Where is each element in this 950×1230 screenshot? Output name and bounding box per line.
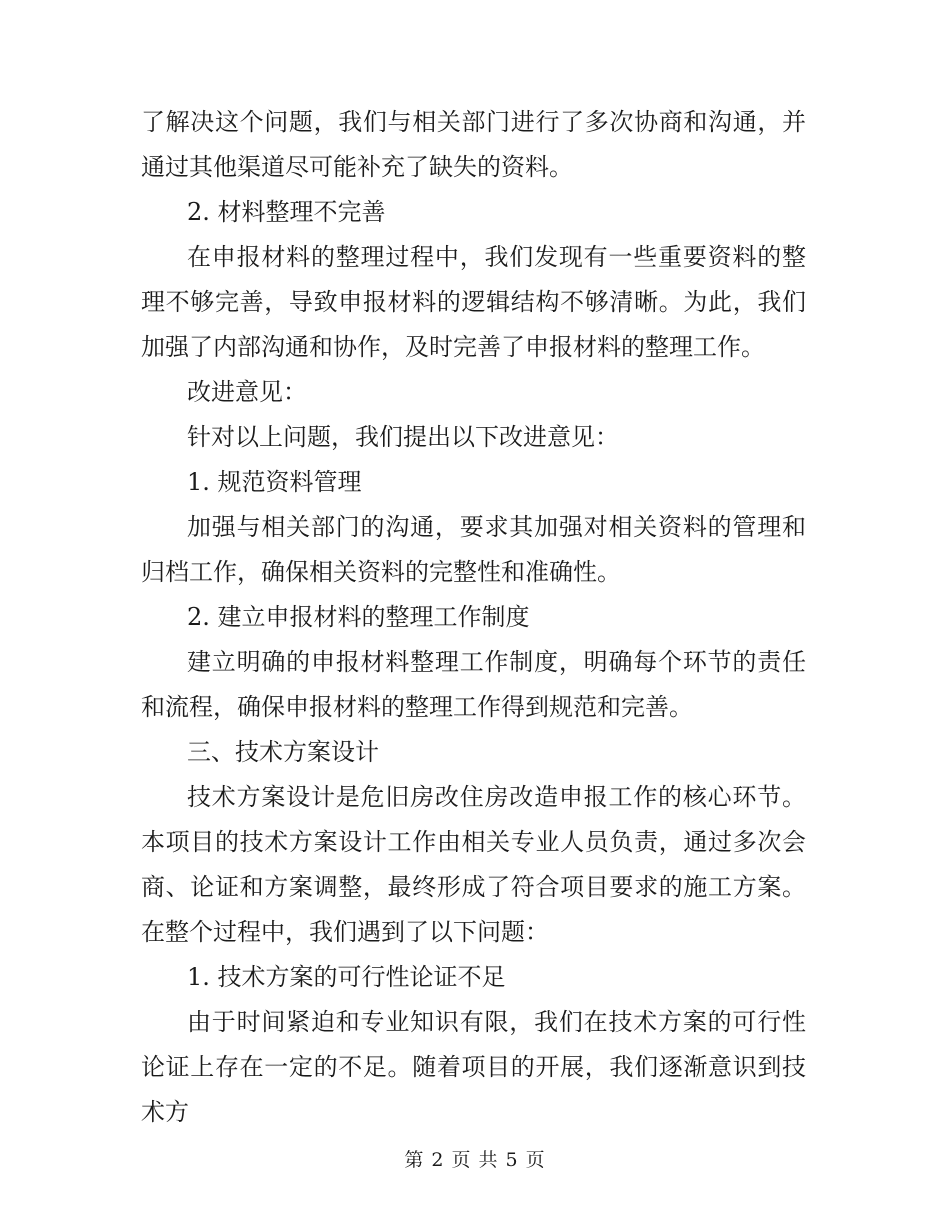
paragraph-feasibility: 由于时间紧迫和专业知识有限，我们在技术方案的可行性论证上存在一定的不足。随着项目的开展，我们逐渐意识到技术方 <box>141 1008 806 1126</box>
document-body <box>141 100 806 1135</box>
paragraph-technical-design: 技术方案设计是危旧房改住房改造申报工作的核心环节。本项目的技术方案设计工作由相关专业人员负责，通过多次会商、论证和方案调整，最终形成了符合项目要求的施工方案。在整个过程中，我们遇到了以下问题： <box>141 783 806 946</box>
heading-material-organization: 2. 材料整理不完善 <box>187 198 386 226</box>
heading-feasibility: 1. 技术方案的可行性论证不足 <box>187 963 506 991</box>
paragraph-material-organization: 在申报材料的整理过程中，我们发现有一些重要资料的整理不够完善，导致申报材料的逻辑结构不够清晰。为此，我们加强了内部沟通和协作，及时完善了申报材料的整理工作。 <box>141 243 806 361</box>
section-heading-technical-design: 三、技术方案设计 <box>187 738 379 766</box>
paragraph-1: 了解决这个问题，我们与相关部门进行了多次协商和沟通，并通过其他渠道尽可能补充了缺失的资料。 <box>141 108 806 181</box>
paragraph-organization-system: 建立明确的申报材料整理工作制度，明确每个环节的责任和流程，确保申报材料的整理工作得到规范和完善。 <box>141 648 806 721</box>
heading-standardize-data: 1. 规范资料管理 <box>187 468 362 496</box>
heading-improvement-suggestions: 改进意见： <box>187 378 307 406</box>
heading-organization-system: 2. 建立申报材料的整理工作制度 <box>187 603 530 631</box>
page-number-footer: 第 2 页 共 5 页 <box>404 1149 546 1171</box>
paragraph-improvement-intro: 针对以上问题，我们提出以下改进意见： <box>187 423 619 451</box>
paragraph-standardize-data: 加强与相关部门的沟通，要求其加强对相关资料的管理和归档工作，确保相关资料的完整性和准确性。 <box>141 513 806 586</box>
